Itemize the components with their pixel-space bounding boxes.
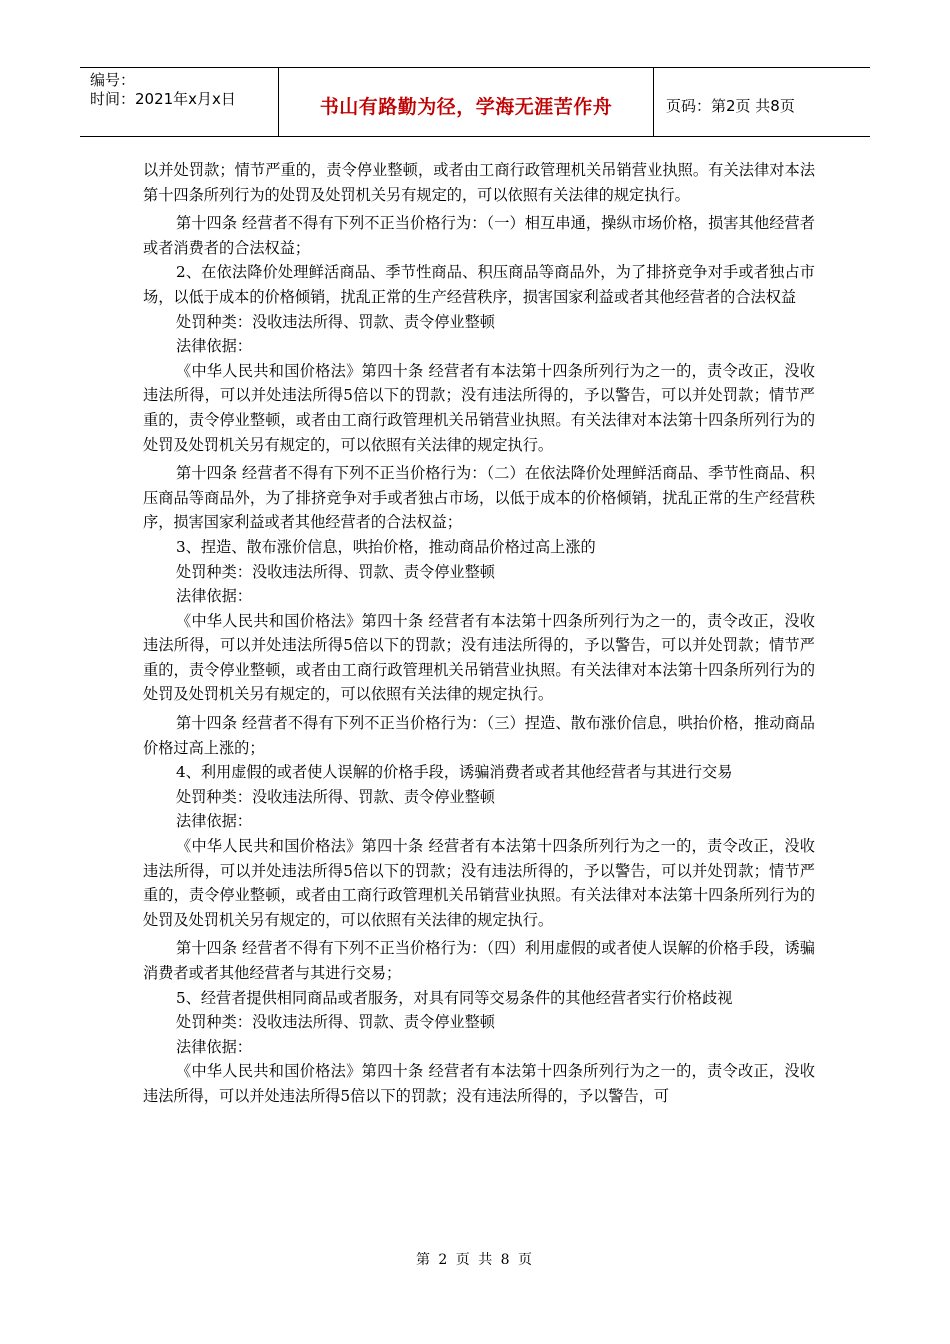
body-paragraph: 处罚种类：没收违法所得、罚款、责令停业整顿 [176,562,495,581]
body-paragraph: 《中华人民共和国价格法》第四十条 经营者有本法第十四条所列行为之一的，责令改正，没收违法所得，可以并处违法所得5倍以下的罚款；没有违法所得的，予以警告，可以并处罚款；情节严重的，责令停业整顿，或者由工商行政管理机关吊销营业执照。有关法律对本法第十四条所列行为的处罚及处罚机关另有规定的，可以依照有关法律的规定执行。 [143,611,815,704]
header-meta [80,68,279,136]
body-paragraph: 法律依据： [176,587,252,606]
page-footer: 第 2 页 共 8 页 [415,1252,535,1268]
body-paragraph: 《中华人民共和国价格法》第四十条 经营者有本法第十四条所列行为之一的，责令改正，没收违法所得，可以并处违法所得5倍以下的罚款；没有违法所得的，予以警告，可以并处罚款；情节严重的，责令停业整顿，或者由工商行政管理机关吊销营业执照。有关法律对本法第十四条所列行为的处罚及处罚机关另有规定的，可以依照有关法律的规定执行。 [143,361,815,454]
page-header [80,67,870,137]
body-paragraph: 《中华人民共和国价格法》第四十条 经营者有本法第十四条所列行为之一的，责令改正，没收违法所得，可以并处违法所得5倍以下的罚款；没有违法所得的，予以警告，可 [143,1062,815,1105]
body-paragraph: 处罚种类：没收违法所得、罚款、责令停业整顿 [176,787,495,806]
body-paragraph: 处罚种类：没收违法所得、罚款、责令停业整顿 [176,312,495,331]
body-paragraph: 4、利用虚假的或者使人误解的价格手段，诱骗消费者或者其他经营者与其进行交易 [176,763,733,782]
header-motto: 书山有路勤为径，学海无涯苦作舟 [279,68,654,136]
body-paragraph: 法律依据： [176,1037,252,1056]
body-paragraph: 第十四条 经营者不得有下列不正当价格行为：（二）在依法降价处理鲜活商品、季节性商品、积压商品等商品外，为了排挤竞争对手或者独占市场，以低于成本的价格倾销，扰乱正常的生产经营秩序，损害国家利益或者其他经营者的合法权益； [143,464,815,532]
body-paragraph: 第十四条 经营者不得有下列不正当价格行为：（四）利用虚假的或者使人误解的价格手段，诱骗消费者或者其他经营者与其进行交易； [143,939,815,982]
body-paragraph: 法律依据： [176,337,252,356]
body-paragraph: 5、经营者提供相同商品或者服务，对具有同等交易条件的其他经营者实行价格歧视 [176,988,733,1007]
document-date: 时间：2021年x月x日 [90,90,236,108]
document-body [143,158,815,1109]
body-paragraph: 第十四条 经营者不得有下列不正当价格行为：（三）捏造、散布涨价信息，哄抬价格，推动商品价格过高上涨的； [143,714,815,757]
body-paragraph: 法律依据： [176,812,252,831]
body-paragraph: 3、捏造、散布涨价信息，哄抬价格，推动商品价格过高上涨的 [176,537,596,556]
body-paragraph: 2、在依法降价处理鲜活商品、季节性商品、积压商品等商品外，为了排挤竞争对手或者独占市场，以低于成本的价格倾销，扰乱正常的生产经营秩序，损害国家利益或者其他经营者的合法权益 [143,263,815,306]
body-paragraph: 《中华人民共和国价格法》第四十条 经营者有本法第十四条所列行为之一的，责令改正，没收违法所得，可以并处违法所得5倍以下的罚款；没有违法所得的，予以警告，可以并处罚款；情节严重的，责令停业整顿，或者由工商行政管理机关吊销营业执照。有关法律对本法第十四条所列行为的处罚及处罚机关另有规定的，可以依照有关法律的规定执行。 [143,837,815,929]
body-paragraph: 处罚种类：没收违法所得、罚款、责令停业整顿 [176,1013,495,1032]
document-number-label: 编号： [90,71,136,89]
body-paragraph: 以并处罚款；情节严重的，责令停业整顿，或者由工商行政管理机关吊销营业执照。有关法律对本法第十四条所列行为的处罚及处罚机关另有规定的，可以依照有关法律的规定执行。 [143,161,815,204]
body-paragraph: 第十四条 经营者不得有下列不正当价格行为：（一）相互串通，操纵市场价格，损害其他经营者或者消费者的合法权益； [143,214,815,257]
header-page-info: 页码：第2页 共8页 [666,96,795,115]
